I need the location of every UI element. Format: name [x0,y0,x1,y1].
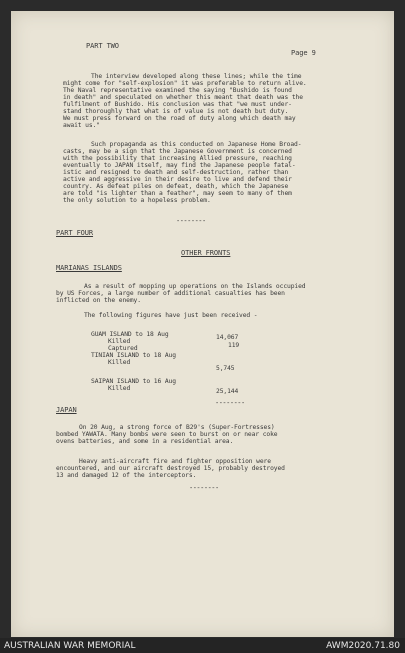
text-line: Heavy anti-aircraft fire and fighter opposition were [79,458,271,465]
text-line: inflicted on the enemy. [56,297,141,304]
figure-label: Killed [108,338,131,345]
text-line: fulfilment of Bushido. His conclusion was that "we must under- [63,101,292,108]
text-line: eventually to JAPAN itself, may find the Japanese people fatal- [63,162,296,169]
figure-label: Killed [108,385,131,392]
figure-value: 5,745 [216,365,235,372]
figure-label: TINIAN ISLAND to 18 Aug [91,352,176,359]
document-page [11,11,394,637]
footer-accession-number: AWM2020.71.80 [326,641,400,651]
text-line: are told "is lighter than a feather", may seem to many of them [63,190,292,197]
figure-value: 25,144 [216,388,239,395]
text-line: stand thoroughly that what is of value is not death but duty. [63,108,289,115]
text-line: active and aggressive in their desire to live and defend their [63,176,292,183]
text-line: country. As defeat piles on defeat, death, which the Japanese [63,183,289,190]
text-line: casts, may be a sign that the Japanese Government is concerned [63,148,292,155]
text-line: might come for "self-explosion" it was preferable to return alive. [63,80,307,87]
figure-label: Killed [108,359,131,366]
text-line: Such propaganda as this conducted on Japanese Home Broad- [91,141,302,148]
text-line: by US Forces, a large number of additional casualties has been [56,290,285,297]
text-line: ovens batteries, and some in a residential area. [56,438,234,445]
other-fronts-heading: OTHER FRONTS [181,249,231,257]
text-line: We must press forward on the road of duty along which death may [63,115,296,122]
text-line: encountered, and our aircraft destroyed 15, probably destroyed [56,465,285,472]
figures-intro: The following figures have just been received - [84,312,258,319]
text-line: with the possibility that increasing Allied pressure, reaching [63,155,292,162]
text-line: istic and resigned to death and self-destruction, rather than [63,169,289,176]
text-line: await us." [63,122,100,129]
text-line: in death" and speculated on whether this meant that death was the [63,94,303,101]
text-line: The Naval representative examined the saying "Bushido is found [63,87,292,94]
text-line: The interview developed along these lines; while the time [91,73,302,80]
figure-value: 14,067 [216,334,239,341]
separator: -------- [215,399,245,407]
text-line: As a result of mopping up operations on the Islands occupied [84,283,306,290]
figure-label: GUAM ISLAND to 18 Aug [91,331,169,338]
figure-label: SAIPAN ISLAND to 16 Aug [91,378,176,385]
text-line: 13 and damaged 12 of the interceptors. [56,472,197,479]
section-header: PART TWO [86,42,119,50]
figure-label: Captured [108,345,138,352]
part-four-heading: PART FOUR [56,229,94,237]
japan-heading: JAPAN [56,406,77,414]
footer-institution: AUSTRALIAN WAR MEMORIAL [4,641,136,651]
text-line: bombed YAWATA. Many bombs were seen to burst on or near coke [56,431,278,438]
separator: -------- [189,484,219,492]
footer-bar [0,638,405,653]
text-line: On 20 Aug, a strong force of B29's (Super-Fortresses) [79,424,275,431]
marianas-heading: MARIANAS ISLANDS [56,264,122,272]
figure-value: 119 [228,342,240,349]
page-number: Page 9 [291,49,316,57]
separator: -------- [176,217,206,225]
text-line: the only solution to a hopeless problem. [63,197,211,204]
